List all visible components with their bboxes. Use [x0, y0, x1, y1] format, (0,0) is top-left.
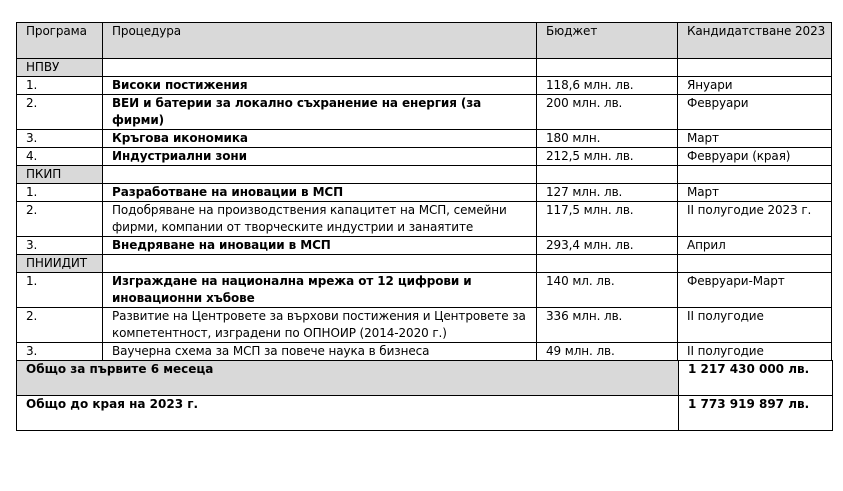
procedure-name: Високи постижения — [103, 77, 537, 95]
budget-value: 200 млн. лв. — [537, 95, 678, 130]
procedure-name: Индустриални зони — [103, 148, 537, 166]
header-program: Програма — [17, 23, 103, 59]
row-number: 4. — [17, 148, 103, 166]
budget-value: 212,5 млн. лв. — [537, 148, 678, 166]
row-number: 3. — [17, 237, 103, 255]
budget-value: 117,5 млн. лв. — [537, 202, 678, 237]
application-period: Февруари — [678, 95, 832, 130]
section-name: ПКИП — [17, 166, 103, 184]
row-number: 1. — [17, 77, 103, 95]
procedure-name: Ваучерна схема за МСП за повече наука в бизнеса — [103, 343, 537, 361]
budget-value: 127 млн. лв. — [537, 184, 678, 202]
procedure-name: Подобряване на производствения капацитет на МСП, семейни фирми, компании от творческите индустрии и занаятите — [103, 202, 537, 237]
procedure-name: Развитие на Центровете за върхови постижения и Центровете за компетентност, изградени по ОПНОИР (2014-2020 г.) — [103, 308, 537, 343]
section-row-pniidit — [17, 255, 832, 273]
budget-value: 293,4 млн. лв. — [537, 237, 678, 255]
application-period: Февруари-Март — [678, 273, 832, 308]
procedure-name: Кръгова икономика — [103, 130, 537, 148]
application-period: Март — [678, 184, 832, 202]
table-header-row — [17, 23, 832, 59]
row-number: 3. — [17, 130, 103, 148]
procedure-name: Разработване на иновации в МСП — [103, 184, 537, 202]
application-period: Януари — [678, 77, 832, 95]
table-row — [17, 202, 832, 237]
section-row-npvu — [17, 59, 832, 77]
total-first-half-label: Общо за първите 6 месеца — [17, 361, 679, 396]
row-number: 2. — [17, 95, 103, 130]
application-period: II полугодие — [678, 343, 832, 361]
total-year-end-row — [17, 396, 833, 431]
budget-table-container — [16, 22, 833, 431]
row-number: 3. — [17, 343, 103, 361]
section-name: ПНИИДИТ — [17, 255, 103, 273]
budget-value: 49 млн. лв. — [537, 343, 678, 361]
application-period: Април — [678, 237, 832, 255]
budget-value: 180 млн. — [537, 130, 678, 148]
procedure-name: Изграждане на национална мрежа от 12 цифрови и иновационни хъбове — [103, 273, 537, 308]
table-row — [17, 237, 832, 255]
header-application: Кандидатстване 2023 — [678, 23, 832, 59]
row-number: 1. — [17, 273, 103, 308]
table-row — [17, 130, 832, 148]
total-first-half-value: 1 217 430 000 лв. — [679, 361, 833, 396]
row-number: 1. — [17, 184, 103, 202]
row-number: 2. — [17, 202, 103, 237]
application-period: II полугодие — [678, 308, 832, 343]
budget-value: 140 мл. лв. — [537, 273, 678, 308]
table-row — [17, 184, 832, 202]
section-row-pkip — [17, 166, 832, 184]
application-period: II полугодие 2023 г. — [678, 202, 832, 237]
application-period: Февруари (края) — [678, 148, 832, 166]
total-first-half-row — [17, 361, 833, 396]
procedure-name: Внедряване на иновации в МСП — [103, 237, 537, 255]
total-year-end-label: Общо до края на 2023 г. — [17, 396, 679, 431]
budget-value: 336 млн. лв. — [537, 308, 678, 343]
table-row — [17, 148, 832, 166]
programs-table — [16, 22, 832, 361]
table-row — [17, 308, 832, 343]
table-row — [17, 343, 832, 361]
total-year-end-value: 1 773 919 897 лв. — [679, 396, 833, 431]
procedure-name: ВЕИ и батерии за локално съхранение на енергия (за фирми) — [103, 95, 537, 130]
header-procedure: Процедура — [103, 23, 537, 59]
table-row — [17, 77, 832, 95]
table-row — [17, 95, 832, 130]
row-number: 2. — [17, 308, 103, 343]
budget-value: 118,6 млн. лв. — [537, 77, 678, 95]
application-period: Март — [678, 130, 832, 148]
section-name: НПВУ — [17, 59, 103, 77]
table-row — [17, 273, 832, 308]
totals-table — [16, 360, 833, 431]
header-budget: Бюджет — [537, 23, 678, 59]
